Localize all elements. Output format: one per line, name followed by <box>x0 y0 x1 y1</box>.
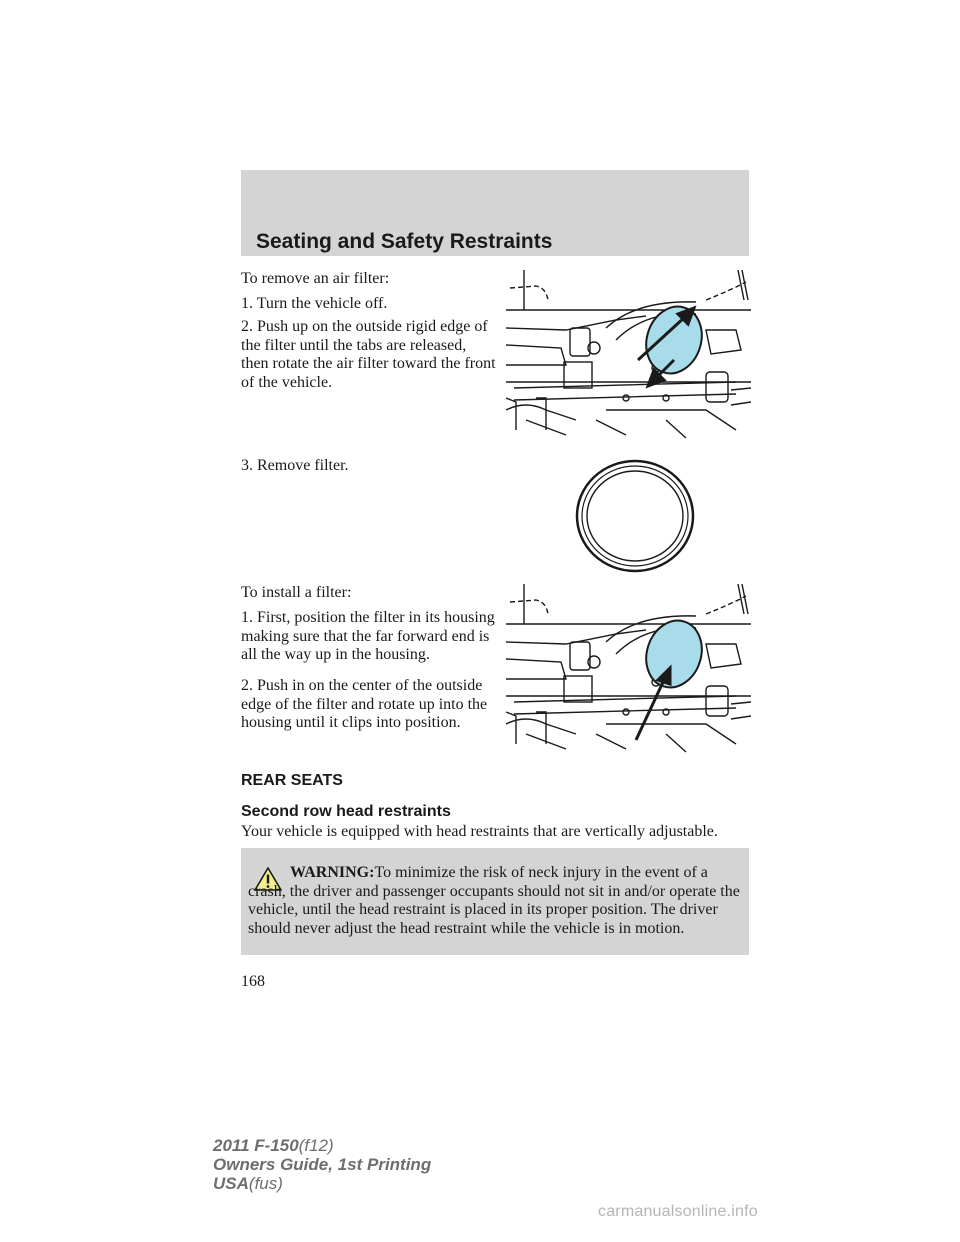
install-filter-illustration <box>506 584 751 754</box>
print-footer <box>213 1136 431 1193</box>
remove-step-3: 3. Remove filter. <box>241 457 349 474</box>
body-text: Your vehicle is equipped with head restraints that are vertically adjustable. <box>241 823 718 840</box>
warning-body: To minimize the risk of neck injury in the event of a crash, the driver and passenger occupants should not sit in and/or operate the vehicle, until the head restraint is placed in its proper position. The driver should never adjust the head restraint while the vehicle is in motion. <box>248 864 740 937</box>
remove-step-2: 2. Push up on the outside rigid edge of the filter until the tabs are released, then rotate the air filter toward the front of the vehicle. <box>241 318 496 391</box>
footer-model-code: (f12) <box>298 1136 334 1155</box>
install-step-2: 2. Push in on the center of the outside edge of the filter and rotate up into the housing until it clips into position. <box>241 677 488 731</box>
remove-filter-illustration <box>506 270 751 440</box>
page-number: 168 <box>241 973 265 990</box>
air-filter-illustration <box>574 459 696 573</box>
footer-guide: Owners Guide, 1st Printing <box>213 1155 432 1174</box>
footer-region: USA <box>213 1174 249 1193</box>
install-intro: To install a filter: <box>241 584 352 601</box>
subsection-title: Second row head restraints <box>241 803 451 820</box>
footer-region-code: (fus) <box>248 1174 283 1193</box>
section-title-rear-seats: REAR SEATS <box>241 772 343 789</box>
remove-step-1: 1. Turn the vehicle off. <box>241 295 388 312</box>
section-header-title: Seating and Safety Restraints <box>256 230 553 253</box>
warning-text <box>248 864 743 938</box>
remove-intro: To remove an air filter: <box>241 270 390 287</box>
warning-label: WARNING: <box>290 864 375 881</box>
watermark: carmanualsonline.info <box>598 1203 758 1220</box>
install-step-1: 1. First, position the filter in its housing making sure that the far forward end is all the way up in the housing. <box>241 609 495 663</box>
footer-model: 2011 F-150 <box>213 1136 299 1155</box>
